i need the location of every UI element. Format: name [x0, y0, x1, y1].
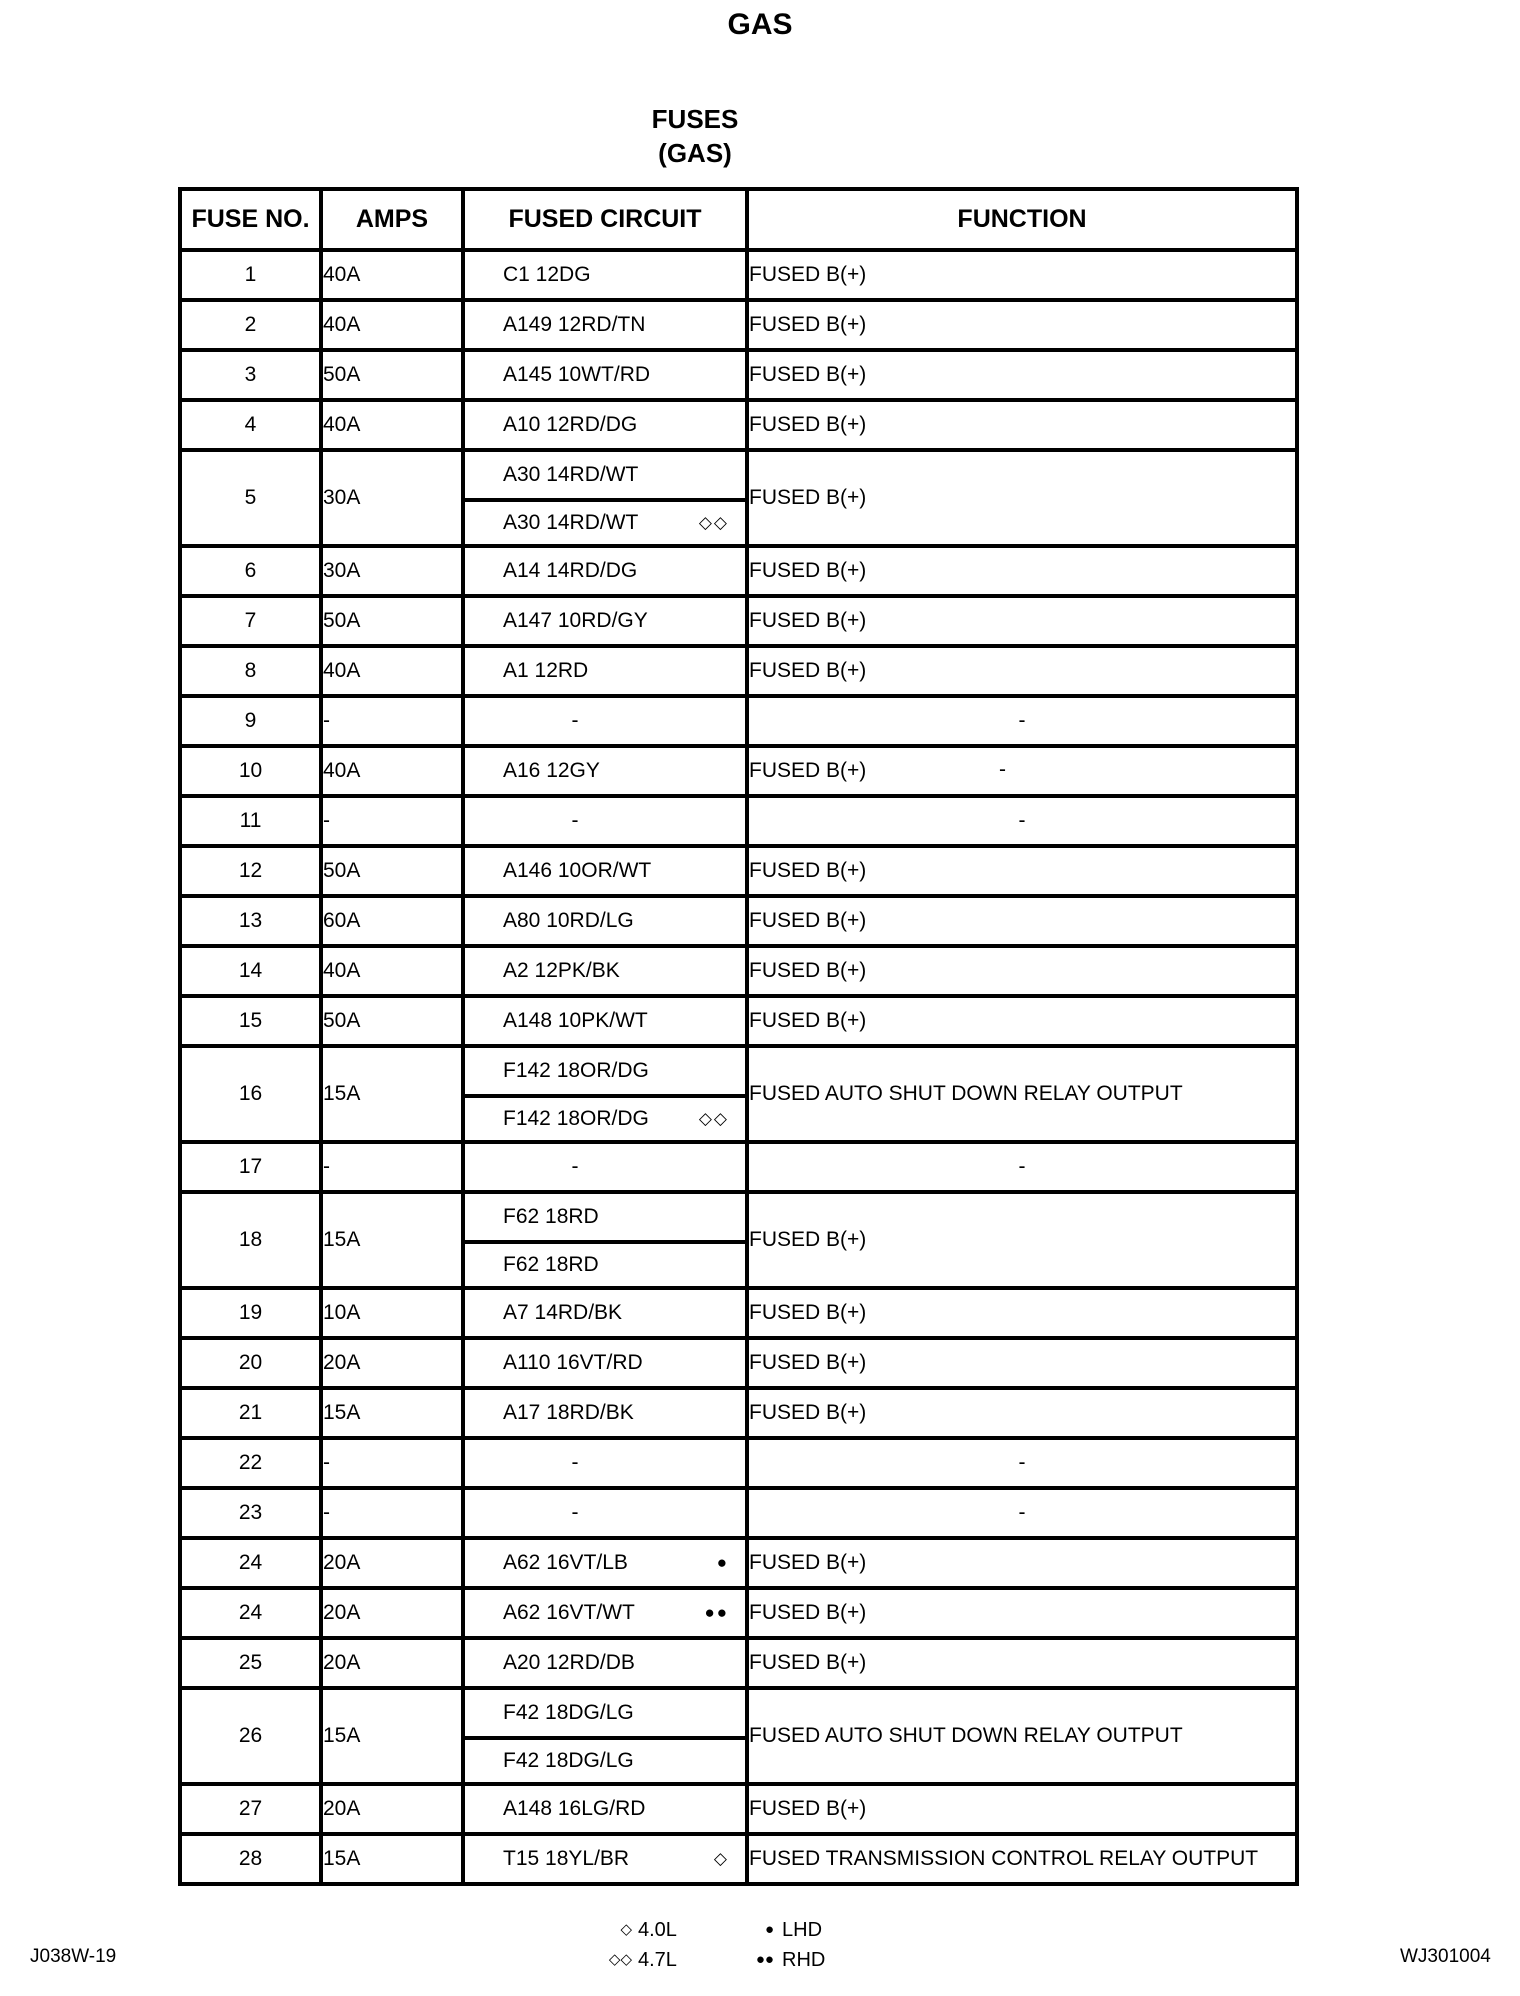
- circuit-text: A20 12RD/DB: [503, 1651, 635, 1674]
- fuse-number-cell: 28: [180, 1834, 321, 1884]
- circuit-text: A10 12RD/DG: [503, 413, 638, 436]
- circuit-line: [465, 402, 745, 448]
- variant-marker-icon: ●: [716, 1553, 729, 1572]
- legend-row: [590, 1915, 882, 1945]
- fuse-number-cell: 1: [180, 250, 321, 300]
- function-cell: [747, 1638, 1297, 1688]
- function-text: FUSED B(+): [749, 1351, 867, 1374]
- function-cell: [747, 1588, 1297, 1638]
- fuse-number-cell: 26: [180, 1688, 321, 1784]
- legend-drive-symbol-icon: ●●: [755, 1951, 774, 1968]
- fuse-number-cell: 10: [180, 746, 321, 796]
- circuit-line: [465, 1240, 745, 1286]
- table-title-line2: (GAS): [658, 138, 732, 168]
- function-text: FUSED B(+): [749, 759, 867, 782]
- amps-cell: 20A: [321, 1588, 463, 1638]
- function-cell: [747, 796, 1297, 846]
- function-text: FUSED TRANSMISSION CONTROL RELAY OUTPUT: [749, 1847, 1259, 1870]
- fuse-number-cell: 13: [180, 896, 321, 946]
- fused-circuit-cell: [463, 1142, 747, 1192]
- table-row: [180, 1142, 1297, 1192]
- fused-circuit-cell: [463, 1538, 747, 1588]
- circuit-text: A145 10WT/RD: [503, 363, 651, 386]
- circuit-line: [465, 1094, 745, 1140]
- fuse-number-cell: 5: [180, 450, 321, 546]
- table-row: [180, 1834, 1297, 1884]
- function-text: FUSED B(+): [749, 1401, 867, 1424]
- fused-circuit-cell: [463, 300, 747, 350]
- function-cell: [747, 596, 1297, 646]
- circuit-text: A2 12PK/BK: [503, 959, 620, 982]
- table-row: [180, 1638, 1297, 1688]
- fused-circuit-cell: [463, 1288, 747, 1338]
- fused-circuit-cell: [463, 746, 747, 796]
- circuit-line: [465, 948, 745, 994]
- circuit-text: C1 12DG: [503, 263, 591, 286]
- function-cell: [747, 300, 1297, 350]
- fuse-number-cell: 17: [180, 1142, 321, 1192]
- header-amps: AMPS: [321, 189, 463, 250]
- function-cell: [747, 846, 1297, 896]
- amps-cell: 40A: [321, 400, 463, 450]
- function-text: -: [1018, 1155, 1026, 1178]
- fuse-number-cell: 12: [180, 846, 321, 896]
- variant-marker-icon: ◇◇: [698, 1109, 729, 1128]
- figure-code-left: J038W-19: [30, 1946, 117, 1967]
- circuit-text: A17 18RD/BK: [503, 1401, 634, 1424]
- circuit-line: [465, 1590, 745, 1636]
- table-row: [180, 300, 1297, 350]
- fused-circuit-cell: [463, 250, 747, 300]
- function-cell: [747, 1142, 1297, 1192]
- fuse-number-cell: 24: [180, 1588, 321, 1638]
- circuit-line: [465, 848, 745, 894]
- circuit-text: F42 18DG/LG: [503, 1749, 634, 1772]
- table-row: [180, 1538, 1297, 1588]
- legend-engine-symbol-icon: ◇: [620, 1921, 632, 1938]
- fuse-number-cell: 2: [180, 300, 321, 350]
- function-text: FUSED AUTO SHUT DOWN RELAY OUTPUT: [749, 1724, 1183, 1747]
- circuit-text: A30 14RD/WT: [503, 511, 639, 534]
- fuse-number-cell: 27: [180, 1784, 321, 1834]
- fused-circuit-cell: [463, 350, 747, 400]
- function-text: FUSED B(+): [749, 909, 867, 932]
- amps-cell: 50A: [321, 596, 463, 646]
- circuit-line: [465, 598, 745, 644]
- function-cell: [747, 896, 1297, 946]
- circuit-text: -: [571, 1451, 579, 1474]
- amps-cell: 20A: [321, 1538, 463, 1588]
- amps-cell: -: [321, 796, 463, 846]
- fused-circuit-cell: [463, 1338, 747, 1388]
- circuit-text: A14 14RD/DG: [503, 559, 638, 582]
- fused-circuit-cell: [463, 1834, 747, 1884]
- circuit-line: [465, 1440, 745, 1486]
- fused-circuit-cell: [463, 946, 747, 996]
- function-text: FUSED B(+): [749, 1797, 867, 1820]
- function-cell: [747, 646, 1297, 696]
- table-row: [180, 1388, 1297, 1438]
- function-cell: [747, 1538, 1297, 1588]
- fused-circuit-cell: [463, 1588, 747, 1638]
- circuit-text: F62 18RD: [503, 1253, 599, 1276]
- amps-cell: 20A: [321, 1638, 463, 1688]
- function-text: FUSED B(+): [749, 413, 867, 436]
- variant-marker-icon: ◇◇: [698, 513, 729, 532]
- function-text: FUSED AUTO SHUT DOWN RELAY OUTPUT: [749, 1082, 1183, 1105]
- circuit-line: [465, 1786, 745, 1832]
- amps-cell: 40A: [321, 300, 463, 350]
- amps-cell: 15A: [321, 1388, 463, 1438]
- legend-row: [590, 1945, 882, 1975]
- function-text: -: [1018, 709, 1026, 732]
- circuit-text: F62 18RD: [503, 1205, 599, 1228]
- circuit-text: A147 10RD/GY: [503, 609, 648, 632]
- fuse-number-cell: 7: [180, 596, 321, 646]
- legend-engine-label: 4.7L: [638, 1949, 677, 1971]
- amps-cell: -: [321, 1438, 463, 1488]
- amps-cell: 10A: [321, 1288, 463, 1338]
- circuit-text: A16 12GY: [503, 759, 600, 782]
- function-text: -: [1018, 1501, 1026, 1524]
- table-row: [180, 1784, 1297, 1834]
- table-row: [180, 250, 1297, 300]
- table-row: [180, 596, 1297, 646]
- table-row: [180, 746, 1297, 796]
- circuit-text: A62 16VT/WT: [503, 1601, 635, 1624]
- fuse-table-body: [180, 250, 1297, 1884]
- circuit-text: -: [571, 809, 579, 832]
- circuit-text: -: [571, 1501, 579, 1524]
- function-cell: [747, 1438, 1297, 1488]
- fuse-number-cell: 14: [180, 946, 321, 996]
- table-title-line1: FUSES: [651, 104, 739, 134]
- circuit-line: [465, 252, 745, 298]
- header-fused-circuit: FUSED CIRCUIT: [463, 189, 747, 250]
- table-row: [180, 450, 1297, 546]
- table-row: [180, 1488, 1297, 1538]
- fuse-number-cell: 16: [180, 1046, 321, 1142]
- amps-cell: 50A: [321, 846, 463, 896]
- function-text: FUSED B(+): [749, 1301, 867, 1324]
- table-row: [180, 1192, 1297, 1288]
- table-row: [180, 1588, 1297, 1638]
- fuse-number-cell: 19: [180, 1288, 321, 1338]
- amps-cell: 30A: [321, 450, 463, 546]
- circuit-line: [465, 1736, 745, 1782]
- legend-engine-label: 4.0L: [638, 1919, 677, 1941]
- function-text: -: [1018, 1451, 1026, 1474]
- function-text: FUSED B(+): [749, 559, 867, 582]
- circuit-line: [465, 1640, 745, 1686]
- fuse-number-cell: 15: [180, 996, 321, 1046]
- variant-marker-icon: ●●: [704, 1603, 729, 1622]
- page-title: GAS: [727, 8, 793, 41]
- table-row: [180, 1438, 1297, 1488]
- table-title: [560, 102, 830, 170]
- function-text: FUSED B(+): [749, 609, 867, 632]
- amps-cell: 40A: [321, 946, 463, 996]
- function-cell: [747, 546, 1297, 596]
- fuse-number-cell: 23: [180, 1488, 321, 1538]
- circuit-text: A7 14RD/BK: [503, 1301, 623, 1324]
- fuse-number-cell: 24: [180, 1538, 321, 1588]
- fuse-number-cell: 22: [180, 1438, 321, 1488]
- circuit-line: [465, 1490, 745, 1536]
- fuse-number-cell: 20: [180, 1338, 321, 1388]
- amps-cell: 15A: [321, 1046, 463, 1142]
- table-row: [180, 350, 1297, 400]
- fused-circuit-cell: [463, 450, 747, 546]
- circuit-line: [465, 352, 745, 398]
- circuit-line: [465, 498, 745, 544]
- circuit-line: [465, 1048, 745, 1094]
- function-cell: [747, 996, 1297, 1046]
- function-cell: [747, 1192, 1297, 1288]
- header-function: FUNCTION: [747, 189, 1297, 250]
- function-cell: [747, 1288, 1297, 1338]
- circuit-line: [465, 452, 745, 498]
- circuit-text: A149 12RD/TN: [503, 313, 646, 336]
- fused-circuit-cell: [463, 796, 747, 846]
- circuit-text: A80 10RD/LG: [503, 909, 634, 932]
- table-row: [180, 400, 1297, 450]
- fuse-number-cell: 8: [180, 646, 321, 696]
- circuit-text: F142 18OR/DG: [503, 1059, 649, 1082]
- circuit-line: [465, 548, 745, 594]
- circuit-text: F142 18OR/DG: [503, 1107, 649, 1130]
- table-row: [180, 796, 1297, 846]
- function-cell: [747, 1046, 1297, 1142]
- circuit-line: [465, 1290, 745, 1336]
- function-cell: [747, 1388, 1297, 1438]
- function-text: FUSED B(+): [749, 1228, 867, 1251]
- function-cell: [747, 1338, 1297, 1388]
- circuit-text: A1 12RD: [503, 659, 589, 682]
- table-row: [180, 846, 1297, 896]
- amps-cell: 60A: [321, 896, 463, 946]
- variant-marker-icon: ◇: [713, 1849, 729, 1868]
- circuit-line: [465, 1194, 745, 1240]
- circuit-text: -: [571, 709, 579, 732]
- fused-circuit-cell: [463, 1488, 747, 1538]
- circuit-line: [465, 748, 745, 794]
- fused-circuit-cell: [463, 846, 747, 896]
- fuse-number-cell: 21: [180, 1388, 321, 1438]
- circuit-line: [465, 1390, 745, 1436]
- amps-cell: 20A: [321, 1784, 463, 1834]
- function-text: FUSED B(+): [749, 313, 867, 336]
- circuit-text: -: [571, 1155, 579, 1178]
- function-text: FUSED B(+): [749, 1551, 867, 1574]
- table-row: [180, 1338, 1297, 1388]
- amps-cell: 50A: [321, 996, 463, 1046]
- circuit-line: [465, 1836, 745, 1882]
- fused-circuit-cell: [463, 1388, 747, 1438]
- function-text: FUSED B(+): [749, 486, 867, 509]
- table-row: [180, 896, 1297, 946]
- fuse-number-cell: 18: [180, 1192, 321, 1288]
- amps-cell: 30A: [321, 546, 463, 596]
- fused-circuit-cell: [463, 400, 747, 450]
- table-row: [180, 546, 1297, 596]
- fuse-number-cell: 25: [180, 1638, 321, 1688]
- circuit-text: A146 10OR/WT: [503, 859, 652, 882]
- figure-code-right: WJ301004: [1400, 1946, 1491, 1967]
- amps-cell: 15A: [321, 1834, 463, 1884]
- function-cell: [747, 1784, 1297, 1834]
- circuit-text: T15 18YL/BR: [503, 1847, 630, 1870]
- header-row: [180, 189, 1297, 250]
- table-row: [180, 1688, 1297, 1784]
- fused-circuit-cell: [463, 1638, 747, 1688]
- table-row: [180, 696, 1297, 746]
- legend-drive-symbol-icon: ●: [764, 1921, 774, 1938]
- circuit-text: A110 16VT/RD: [503, 1351, 643, 1374]
- function-text: FUSED B(+): [749, 1601, 867, 1624]
- header-fuse-no: FUSE NO.: [180, 189, 321, 250]
- function-cell: [747, 450, 1297, 546]
- amps-cell: 40A: [321, 746, 463, 796]
- circuit-line: [465, 1540, 745, 1586]
- amps-cell: -: [321, 1488, 463, 1538]
- circuit-line: [465, 898, 745, 944]
- table-row: [180, 1046, 1297, 1142]
- table-row: [180, 646, 1297, 696]
- amps-cell: 15A: [321, 1688, 463, 1784]
- fuse-number-cell: 6: [180, 546, 321, 596]
- fused-circuit-cell: [463, 546, 747, 596]
- amps-cell: 50A: [321, 350, 463, 400]
- function-text: FUSED B(+): [749, 859, 867, 882]
- fused-circuit-cell: [463, 896, 747, 946]
- function-cell: [747, 1488, 1297, 1538]
- circuit-text: A30 14RD/WT: [503, 463, 639, 486]
- function-text: FUSED B(+): [749, 659, 867, 682]
- function-cell: [747, 350, 1297, 400]
- circuit-line: [465, 1144, 745, 1190]
- function-text: FUSED B(+): [749, 1009, 867, 1032]
- circuit-text: F42 18DG/LG: [503, 1701, 634, 1724]
- table-row: [180, 946, 1297, 996]
- legend-engine-symbol-icon: ◇◇: [608, 1951, 632, 1968]
- circuit-line: [465, 648, 745, 694]
- legend-drive-label: LHD: [782, 1919, 823, 1941]
- circuit-line: [465, 1340, 745, 1386]
- circuit-line: [465, 302, 745, 348]
- amps-cell: 20A: [321, 1338, 463, 1388]
- function-cell: [747, 1834, 1297, 1884]
- table-row: [180, 1288, 1297, 1338]
- amps-cell: -: [321, 1142, 463, 1192]
- fused-circuit-cell: [463, 1438, 747, 1488]
- fused-circuit-cell: [463, 996, 747, 1046]
- fuse-number-cell: 9: [180, 696, 321, 746]
- function-text: FUSED B(+): [749, 263, 867, 286]
- function-cell: [747, 1688, 1297, 1784]
- fuse-number-cell: 11: [180, 796, 321, 846]
- fused-circuit-cell: [463, 696, 747, 746]
- function-cell: [747, 400, 1297, 450]
- function-extra-dash: -: [999, 757, 1006, 781]
- amps-cell: 40A: [321, 250, 463, 300]
- function-cell: [747, 746, 1297, 796]
- fuse-table: [178, 187, 1299, 1886]
- fused-circuit-cell: [463, 646, 747, 696]
- circuit-text: A148 10PK/WT: [503, 1009, 648, 1032]
- circuit-line: [465, 798, 745, 844]
- function-text: -: [1018, 809, 1026, 832]
- fused-circuit-cell: [463, 1046, 747, 1142]
- amps-cell: 40A: [321, 646, 463, 696]
- circuit-text: A62 16VT/LB: [503, 1551, 628, 1574]
- function-cell: [747, 696, 1297, 746]
- legend: [590, 1915, 882, 1975]
- circuit-line: [465, 698, 745, 744]
- fuse-number-cell: 3: [180, 350, 321, 400]
- fused-circuit-cell: [463, 1784, 747, 1834]
- circuit-line: [465, 998, 745, 1044]
- function-text: FUSED B(+): [749, 959, 867, 982]
- function-text: FUSED B(+): [749, 1651, 867, 1674]
- function-text: FUSED B(+): [749, 363, 867, 386]
- fused-circuit-cell: [463, 596, 747, 646]
- amps-cell: -: [321, 696, 463, 746]
- table-row: [180, 996, 1297, 1046]
- legend-drive-label: RHD: [782, 1949, 826, 1971]
- fused-circuit-cell: [463, 1192, 747, 1288]
- fused-circuit-cell: [463, 1688, 747, 1784]
- fuse-number-cell: 4: [180, 400, 321, 450]
- circuit-line: [465, 1690, 745, 1736]
- amps-cell: 15A: [321, 1192, 463, 1288]
- function-cell: [747, 250, 1297, 300]
- function-cell: [747, 946, 1297, 996]
- circuit-text: A148 16LG/RD: [503, 1797, 646, 1820]
